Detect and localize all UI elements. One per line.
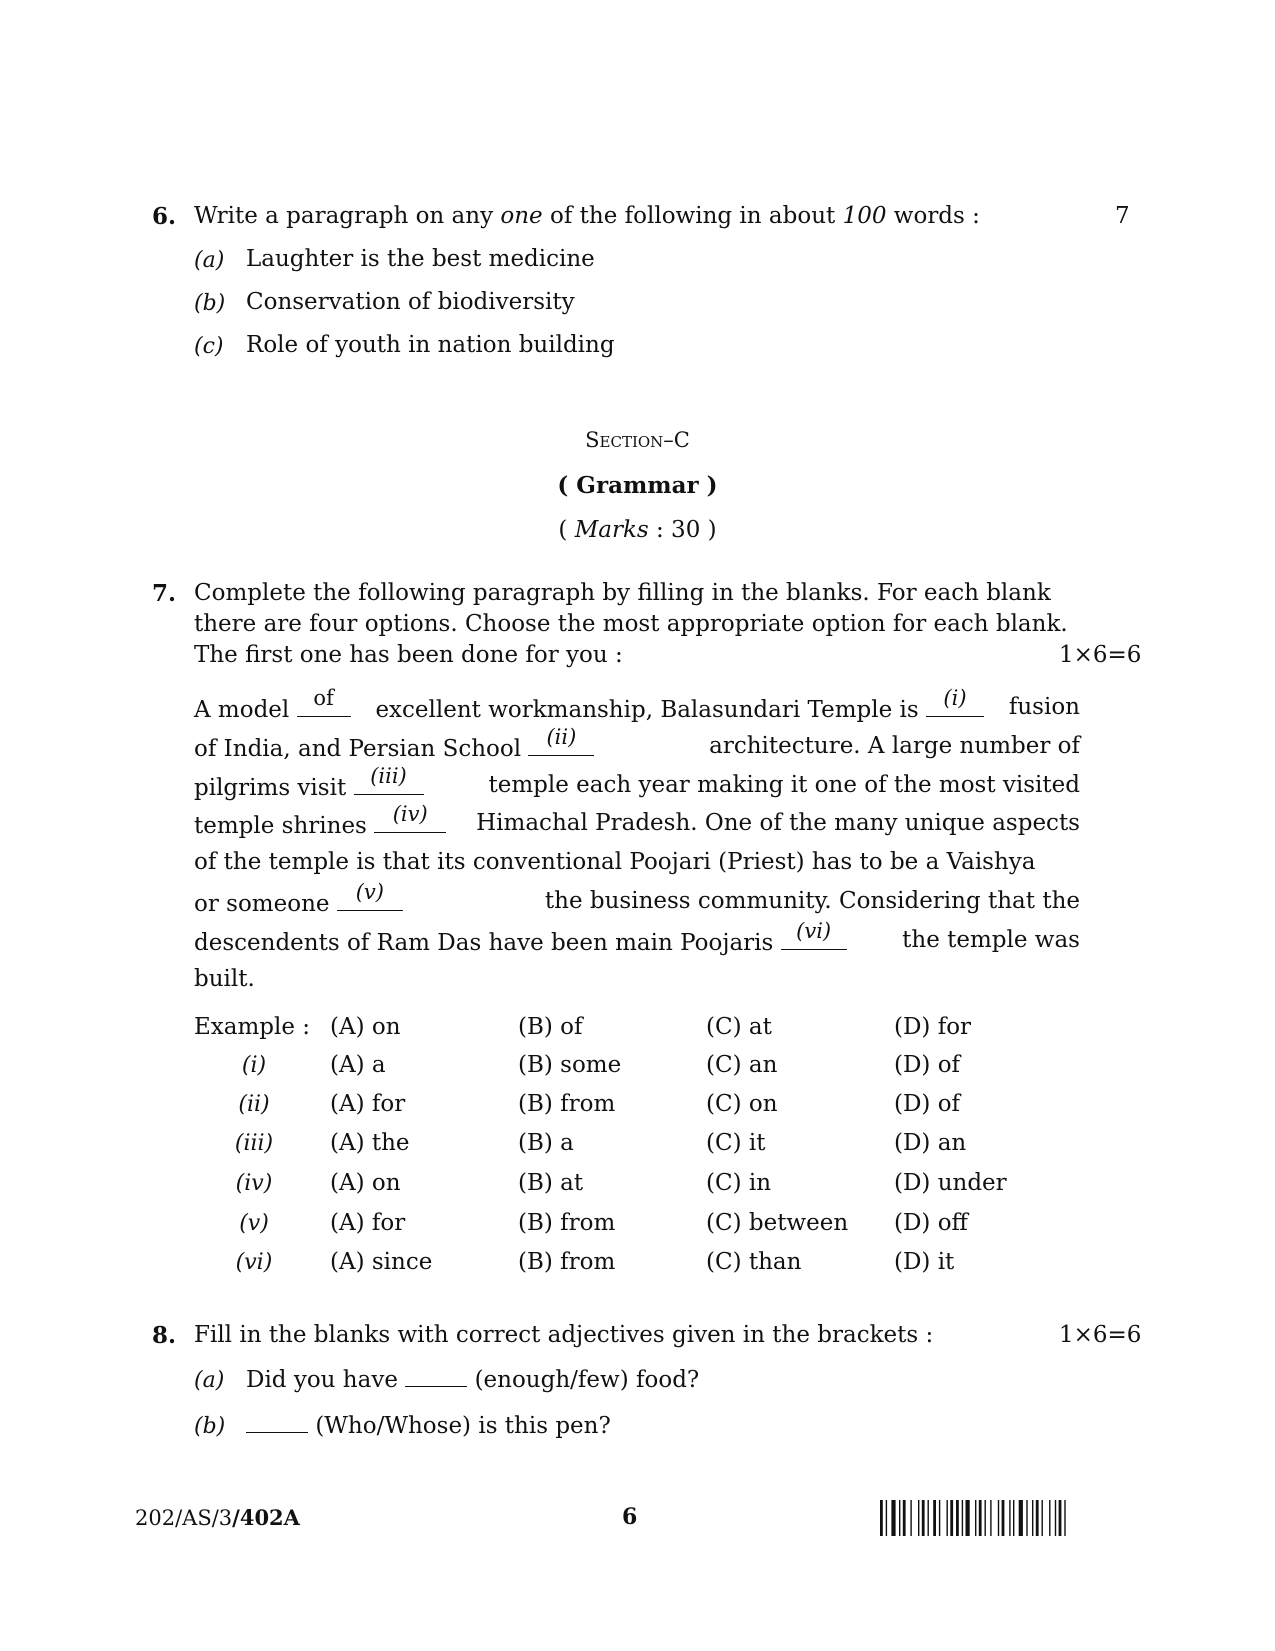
q8-part-a-pre: Did you have — [246, 1367, 398, 1393]
para-text — [194, 802, 446, 839]
barcode-bar — [922, 1500, 925, 1536]
q7-para-line — [194, 725, 1080, 762]
q8-part-label: (a) — [194, 1368, 225, 1393]
paper-code — [135, 1505, 300, 1530]
barcode-bar — [1049, 1500, 1050, 1536]
barcode-bar — [1019, 1500, 1023, 1536]
barcode-bar — [947, 1500, 948, 1536]
para-text — [375, 686, 984, 723]
para-text — [194, 686, 351, 723]
blank-label: (iii) — [370, 764, 407, 788]
barcode-bar — [990, 1500, 991, 1536]
q7-para-line — [194, 919, 1080, 956]
barcode-icon — [880, 1500, 1142, 1536]
barcode-bar — [1042, 1500, 1043, 1536]
q8-part-a-blank — [405, 1366, 467, 1387]
q6-option-label: (b) — [194, 291, 226, 316]
option-d: (D) for — [894, 1014, 972, 1040]
q6-text-mid: of the following in about — [542, 203, 843, 229]
para-text — [194, 919, 847, 956]
page-number: 6 — [622, 1504, 638, 1530]
section-marks-open: ( — [558, 517, 575, 543]
para-text: built. — [194, 966, 255, 992]
blank-label: (i) — [943, 686, 967, 710]
option-c: (C) on — [706, 1091, 778, 1117]
q7-para-line — [194, 849, 1080, 875]
q8-number: 8. — [152, 1322, 177, 1349]
para-text-segment: of India, and Persian School — [194, 736, 522, 762]
q6-option-text: Laughter is the best medicine — [246, 246, 595, 272]
para-text: temple each year making it one of the most visited — [488, 772, 1080, 798]
option-d: (D) under — [894, 1170, 1007, 1196]
q7-number: 7. — [152, 580, 177, 607]
barcode-bar — [939, 1500, 940, 1536]
para-text-segment: descendents of Ram Das have been main Poojaris — [194, 930, 774, 956]
barcode-bar — [880, 1500, 883, 1536]
blank-ii — [528, 725, 594, 756]
barcode-bar — [928, 1500, 929, 1536]
para-text — [194, 725, 594, 762]
q6-text — [194, 203, 980, 229]
section-marks-word: Marks — [574, 517, 649, 543]
option-b: (B) a — [518, 1130, 574, 1156]
para-text-segment: temple shrines — [194, 813, 367, 839]
q8-part-b-post: (Who/Whose) is this pen? — [315, 1413, 611, 1439]
q6-text-post: words : — [886, 203, 980, 229]
para-text: the temple was — [902, 927, 1080, 953]
barcode-bar — [903, 1500, 906, 1536]
q7-para-line — [194, 880, 1080, 917]
option-c: (C) at — [706, 1014, 772, 1040]
blank-iv — [374, 802, 446, 833]
option-a: (A) for — [330, 1091, 406, 1117]
section-subtitle: ( Grammar ) — [557, 472, 718, 499]
blank-label: (ii) — [546, 725, 577, 749]
section-marks — [0, 517, 1275, 543]
barcode-bar — [886, 1500, 887, 1536]
barcode-bar — [985, 1500, 986, 1536]
q8-part-a-post: (enough/few) food? — [474, 1367, 700, 1393]
section-marks-value: : 30 ) — [648, 517, 717, 543]
blank-label: (v) — [355, 880, 384, 904]
barcode-bar — [1002, 1500, 1005, 1536]
barcode-bar — [1059, 1500, 1062, 1536]
q7-marks: 1×6=6 — [1059, 642, 1142, 668]
option-b: (B) from — [518, 1249, 616, 1275]
q7-line: The first one has been done for you : — [194, 642, 623, 668]
barcode-bar — [1009, 1500, 1010, 1536]
q8-part-label: (b) — [194, 1414, 226, 1439]
para-text: fusion — [1008, 694, 1080, 720]
para-text: architecture. A large number of — [709, 733, 1080, 759]
q6-text-hundred: 100 — [842, 203, 887, 229]
option-a: (A) on — [330, 1170, 401, 1196]
blank-example-answer: of — [313, 686, 334, 710]
option-b: (B) some — [518, 1052, 622, 1078]
barcode-bar — [1055, 1500, 1056, 1536]
para-text: of the temple is that its conventional Poojari (Priest) has to be a Vaishya — [194, 849, 1036, 875]
option-a: (A) a — [330, 1052, 386, 1078]
section-title: Section–C — [585, 428, 690, 452]
paper-code-main: 202/AS/3 — [135, 1506, 233, 1530]
q6-option-text: Role of youth in nation building — [246, 332, 615, 358]
para-text: Himachal Pradesh. One of the many unique aspects — [476, 810, 1080, 836]
para-text — [194, 880, 403, 917]
q8-part-b-blank — [246, 1412, 308, 1433]
blank-v — [337, 880, 403, 911]
barcode-bar — [1026, 1500, 1027, 1536]
options-row-label: (vi) — [235, 1250, 273, 1275]
para-text — [194, 764, 424, 801]
q6-option-label: (a) — [194, 248, 225, 273]
option-d: (D) it — [894, 1249, 955, 1275]
options-row-label: Example : — [194, 1014, 311, 1040]
q6-option-label: (c) — [194, 334, 224, 359]
barcode-bar — [933, 1500, 936, 1536]
options-row-label: (ii) — [238, 1092, 270, 1117]
q7-para-line — [194, 802, 1080, 839]
blank-i — [926, 686, 984, 717]
barcode-bar — [891, 1500, 895, 1536]
q7-para-line — [194, 764, 1080, 801]
q8-marks: 1×6=6 — [1059, 1322, 1142, 1348]
barcode-bar — [962, 1500, 963, 1536]
barcode-bar — [1064, 1500, 1065, 1536]
option-d: (D) an — [894, 1130, 967, 1156]
barcode-bar — [979, 1500, 982, 1536]
q7-para-line — [194, 686, 1080, 723]
blank-iii — [354, 764, 424, 795]
options-row-label: (i) — [241, 1053, 267, 1078]
barcode-bar — [950, 1500, 953, 1536]
blank-vi — [781, 919, 847, 950]
barcode-bar — [899, 1500, 900, 1536]
barcode-bar — [998, 1500, 999, 1536]
options-row-label: (iv) — [235, 1171, 273, 1196]
q6-text-pre: Write a paragraph on any — [194, 203, 501, 229]
blank-label: (iv) — [392, 802, 428, 826]
option-a: (A) for — [330, 1210, 406, 1236]
barcode-bar — [918, 1500, 919, 1536]
option-c: (C) in — [706, 1170, 772, 1196]
para-text-segment: pilgrims visit — [194, 775, 347, 801]
option-b: (B) at — [518, 1170, 584, 1196]
option-a: (A) the — [330, 1130, 410, 1156]
options-row-label: (iii) — [234, 1131, 274, 1156]
barcode-bar — [1032, 1500, 1033, 1536]
barcode-bar — [1036, 1500, 1039, 1536]
q8-part-b — [246, 1412, 611, 1439]
q8-part-a — [246, 1366, 699, 1393]
option-c: (C) it — [706, 1130, 766, 1156]
para-text: the business community. Considering that the — [544, 888, 1080, 914]
para-text-segment: A model — [194, 697, 290, 723]
para-text-segment: excellent workmanship, Balasundari Temple is — [375, 697, 919, 723]
paper-code-bold: /402A — [232, 1505, 300, 1530]
barcode-bar — [966, 1500, 970, 1536]
options-row-label: (v) — [239, 1211, 269, 1236]
option-a: (A) since — [330, 1249, 433, 1275]
option-a: (A) on — [330, 1014, 401, 1040]
option-c: (C) than — [706, 1249, 802, 1275]
barcode-bar — [956, 1500, 959, 1536]
blank-label: (vi) — [796, 919, 832, 943]
q6-marks: 7 — [1115, 203, 1130, 229]
option-d: (D) off — [894, 1210, 968, 1236]
blank-example — [297, 686, 351, 717]
para-text-segment: or someone — [194, 891, 330, 917]
option-b: (B) from — [518, 1210, 616, 1236]
option-b: (B) of — [518, 1014, 583, 1040]
barcode-bar — [975, 1500, 976, 1536]
option-b: (B) from — [518, 1091, 616, 1117]
q7-line: Complete the following paragraph by filling in the blanks. For each blank — [194, 580, 1051, 606]
option-c: (C) between — [706, 1210, 849, 1236]
barcode-bar — [910, 1500, 911, 1536]
option-c: (C) an — [706, 1052, 778, 1078]
q8-text: Fill in the blanks with correct adjectives given in the brackets : — [194, 1322, 934, 1348]
q6-number: 6. — [152, 203, 177, 230]
q6-text-one: one — [500, 203, 543, 229]
option-d: (D) of — [894, 1091, 961, 1117]
q7-line: there are four options. Choose the most appropriate option for each blank. — [194, 611, 1068, 637]
option-d: (D) of — [894, 1052, 961, 1078]
barcode-bar — [1013, 1500, 1014, 1536]
q6-option-text: Conservation of biodiversity — [246, 289, 575, 315]
